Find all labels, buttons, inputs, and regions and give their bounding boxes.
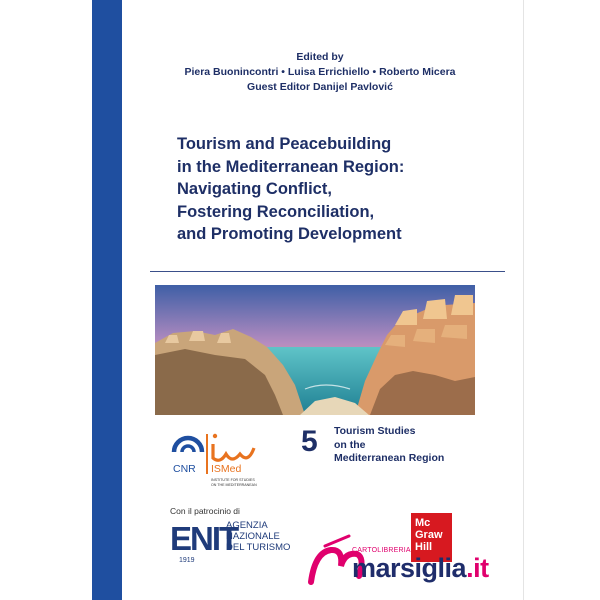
enit-name-1: AGENZIA	[226, 520, 268, 531]
editor-names: Piera Buonincontri • Luisa Errichiello • Roberto Micera	[184, 66, 456, 78]
watermark-text	[352, 553, 489, 584]
edited-by-label: Edited by	[296, 51, 344, 63]
publisher-line-1: Mc	[415, 517, 431, 529]
title-line-5: and Promoting Development	[177, 225, 402, 243]
cnr-ismed-logo	[170, 424, 270, 494]
ismed-label: ISMed	[211, 463, 242, 475]
cnr-label: CNR	[173, 463, 196, 475]
sponsor-label: Con il patrocinio di	[170, 506, 240, 516]
enit-year: 1919	[179, 557, 195, 564]
cover-photo-image	[155, 285, 475, 415]
series-line-2: on the	[334, 438, 366, 451]
cover-spine-band	[92, 0, 122, 600]
cover-edge	[523, 0, 524, 600]
series-line-1: Tourism Studies	[334, 425, 416, 437]
book-title	[177, 133, 477, 246]
series-name	[334, 425, 444, 466]
publisher-line-3: Hill	[415, 541, 433, 553]
publisher-line-2: Graw	[415, 529, 443, 541]
enit-name-2: NAZIONALE	[226, 531, 280, 542]
enit-name-3: DEL TURISMO	[226, 542, 291, 553]
guest-editor: Guest Editor Danijel Pavlović	[247, 81, 393, 93]
institute-subtitle-1: INSTITUTE FOR STUDIES	[211, 478, 255, 482]
series-line-3: Mediterranean Region	[334, 452, 445, 464]
series-number: 5	[301, 425, 318, 458]
title-line-1: Tourism and Peacebuilding	[177, 135, 392, 153]
editors-block	[160, 50, 480, 95]
institute-subtitle-2: ON THE MEDITERRANEAN	[211, 483, 257, 487]
enit-logo	[170, 516, 291, 568]
title-divider	[150, 271, 505, 272]
watermark-tld: .it	[466, 553, 489, 583]
title-line-2: in the Mediterranean Region:	[177, 157, 405, 176]
cover-photo-coastal-town	[155, 285, 475, 415]
watermark-name: marsiglia	[352, 553, 467, 583]
watermark-small-text: CARTOLIBRERIA	[352, 547, 411, 554]
enit-wordmark: ENIT	[170, 520, 238, 557]
title-line-4: Fostering Reconciliation,	[177, 202, 375, 221]
title-line-3: Navigating Conflict,	[177, 180, 332, 198]
